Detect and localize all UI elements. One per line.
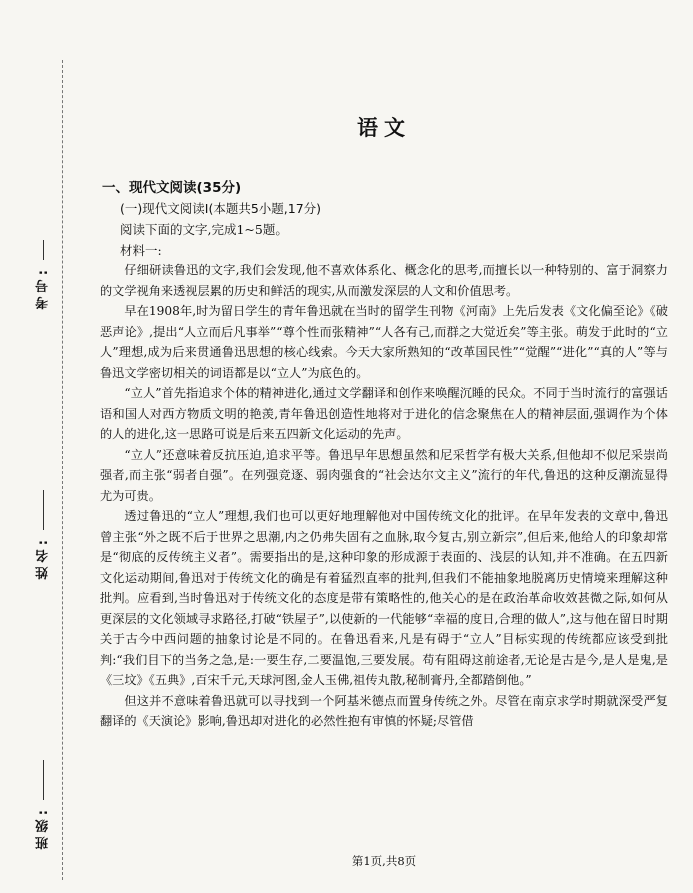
instruction: 阅读下面的文字,完成1~5题。 — [120, 222, 288, 237]
seal-line — [62, 60, 63, 880]
subsection-title: (一)现代文阅读Ⅰ(本题共5小题,17分) — [120, 201, 322, 216]
class-field — [34, 760, 53, 849]
section-title: 一、现代文阅读(35分) — [102, 180, 242, 196]
page-footer: 第1页,共8页 — [351, 854, 417, 868]
reading-passage — [100, 260, 668, 732]
name-field — [34, 490, 53, 579]
binding-margin — [0, 0, 80, 893]
class-label: 班级: — [36, 806, 51, 850]
page-title: 语文 — [357, 116, 411, 140]
paragraph: “立人”首先指追求个体的精神进化,通过文学翻译和创作来唤醒沉睡的民众。不同于当时流行的富强话语和国人对西方物质文明的艳羡,青年鲁迅创造性地将对于进化的信念聚焦在人的精神层面,强调作为个体的人的进化,这一思路可说是后来五四新文化运动的先声。 — [100, 386, 668, 441]
paragraph: 仔细研读鲁迅的文字,我们会发现,他不喜欢体系化、概念化的思考,而擅长以一种特别的、富于洞察力的文学视角来透视层累的历史和鲜活的现实,从而激发深层的人文和价值思考。 — [100, 263, 668, 298]
paragraph: 但这并不意味着鲁迅就可以寻找到一个阿基米德点而置身传统之外。尽管在南京求学时期就深受严复翻译的《天演论》影响,鲁迅却对进化的必然性抱有审慎的怀疑;尽管借 — [100, 693, 668, 728]
paragraph: 早在1908年,时为留日学生的青年鲁迅就在当时的留学生刊物《河南》上先后发表《文化偏至论》《破恶声论》,提出“人立而后凡事举”“尊个性而张精神”“人各有己,而群之大觉近矣”等主张。萌发于此时的“立人”理想,成为后来贯通鲁迅思想的核心线索。今天大家所熟知的“改革国民性”“觉醒”“进化”“真的人”等与鲁迅文学密切相关的词语都是以“立人”为底色的。 — [100, 304, 668, 380]
page-content — [100, 0, 668, 893]
paragraph: 透过鲁迅的“立人”理想,我们也可以更好地理解他对中国传统文化的批评。在早年发表的文章中,鲁迅曾主张“外之既不后于世界之思潮,内之仍弗失固有之血脉,取今复古,别立新宗”,但后来,他给人的印象却常是“彻底的反传统主义者”。需要指出的是,这种印象的形成源于表面的、浅层的认知,并不准确。在五四新文化运动期间,鲁迅对于传统文化的确是有着猛烈直率的批判,但我们不能抽象地脱离历史情境来理解这种批判。应看到,当时鲁迅对于传统文化的态度是带有策略性的,他关心的是在政治革命收效甚微之际,如何从更深层的文化领域寻求路径,打破“铁屋子”,以使新的一代能够“幸福的度日,合理的做人”,这与他在留日时期关于古今中西问题的抽象讨论是不同的。在鲁迅看来,凡是有碍于“立人”目标实现的传统都应该受到批判:“我们目下的当务之急,是:一要生存,二要温饱,三要发展。苟有阻碍这前途者,无论是古是今,是人是鬼,是《三坟》《五典》,百宋千元,天球河图,金人玉佛,祖传丸散,秘制膏丹,全都踏倒他。” — [100, 509, 668, 687]
exam-number-field — [34, 240, 53, 309]
material-label: 材料一: — [120, 243, 162, 258]
exam-number-label: 考号: — [36, 266, 51, 310]
paragraph: “立人”还意味着反抗压迫,追求平等。鲁迅早年思想虽然和尼采哲学有极大关系,但他却不似尼采崇尚强者,而主张“弱者自强”。在列强竞逐、弱肉强食的“社会达尔文主义”流行的年代,鲁迅的这种反潮流显得尤为可贵。 — [100, 447, 668, 503]
name-label: 姓名: — [36, 536, 51, 580]
